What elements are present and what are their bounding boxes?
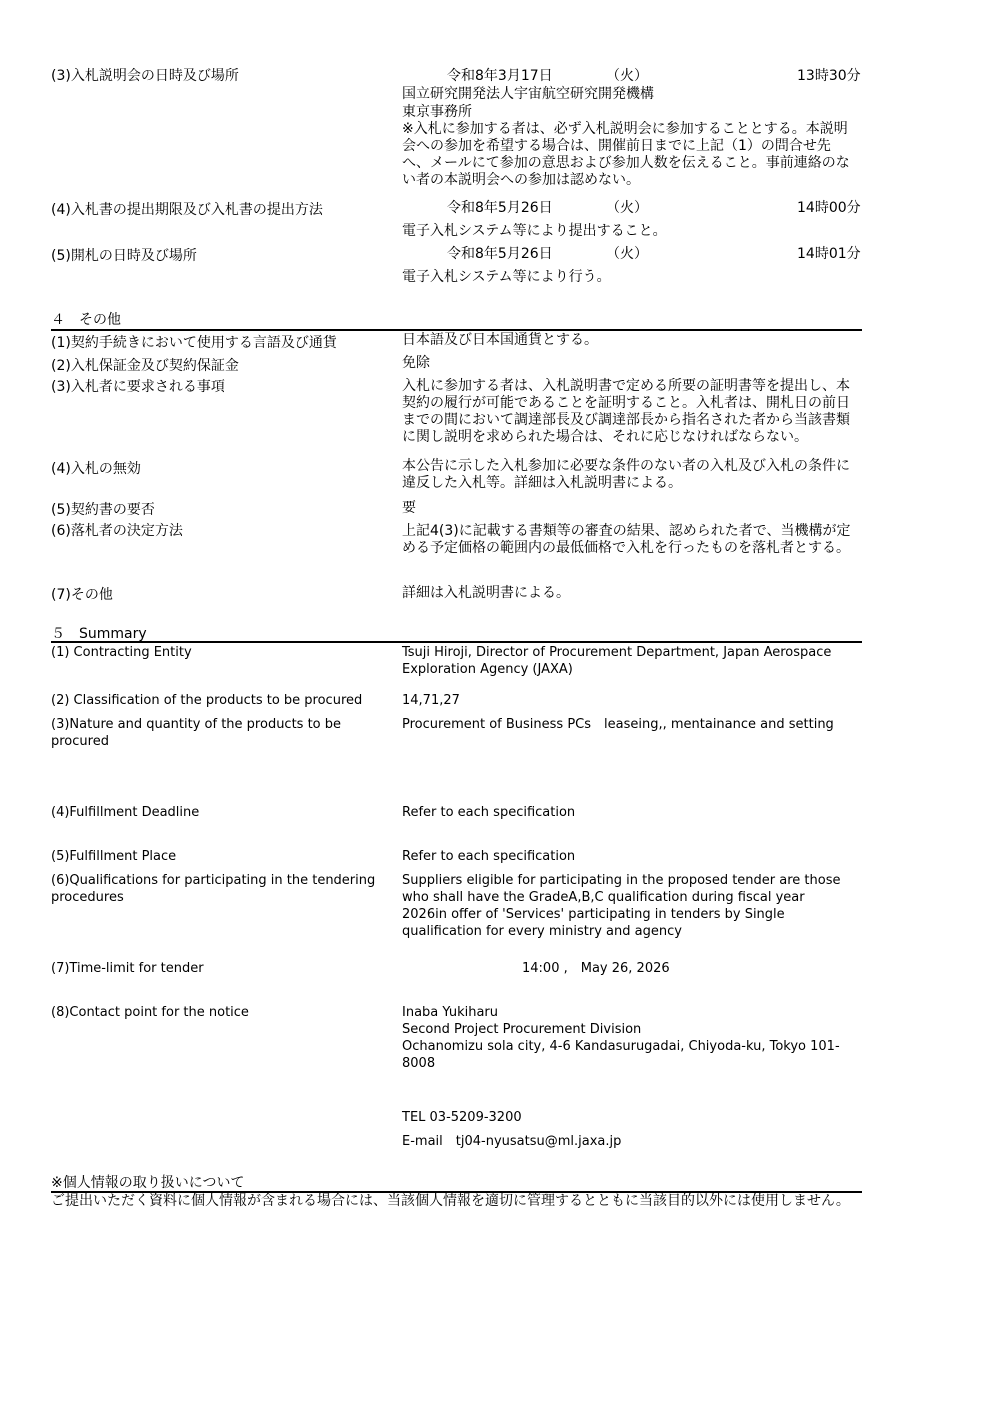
s4-item7-value: 詳細は入札説明書による。	[402, 585, 570, 601]
section4-heading: ４ その他	[51, 312, 121, 328]
s4-item5-value: 要	[402, 500, 416, 516]
s5-item3-label: (3)Nature and quantity of the products to be procured	[51, 717, 342, 749]
s4-item3-label: (3)入札者に要求される事項	[51, 379, 225, 395]
item4-label: (4)入札書の提出期限及び入札書の提出方法	[51, 202, 323, 218]
s5-item8-value: Inaba Yukiharu Second Project Procurement Division Ochanomizu sola city, 4-6 Kandasurugadai, Chiyoda-ku, Tokyo 101-8008	[402, 1005, 840, 1071]
item5-method: 電子入札システム等により行う。	[402, 269, 611, 285]
s4-item3-value: 入札に参加する者は、入札説明書で定める所要の証明書等を提出し、本契約の履行が可能であることを証明すること。入札者は、開札日の前日までの間において調達部長及び調達部長から指名された者から当該書類に関し説明を求められた場合は、それに応じなければならない。	[402, 378, 850, 445]
s4-item7-label: (7)その他	[51, 587, 113, 603]
s5-item6-label: (6)Qualifications for participating in the tendering procedures	[51, 873, 376, 905]
contact-email: E-mail tj04-nyusatsu@ml.jaxa.jp	[402, 1134, 622, 1149]
section5-heading: ５ Summary	[51, 626, 147, 642]
item3-weekday: （火）	[606, 68, 648, 84]
s4-item2-label: (2)入札保証金及び契約保証金	[51, 358, 239, 374]
item3-time: 13時30分	[797, 68, 861, 84]
s5-item5-value: Refer to each specification	[402, 849, 576, 864]
item4-time: 14時00分	[797, 200, 861, 216]
s4-item6-value: 上記4(3)に記載する書類等の審査の結果、認められた者で、当機構が定める予定価格の範囲内の最低価格で入札を行ったものを落札者とする。	[402, 523, 851, 556]
privacy-text: ご提出いただく資料に個人情報が含まれる場合には、当該個人情報を適切に管理するとともに当該目的以外には使用しません。	[51, 1193, 850, 1209]
s5-item2-label: (2) Classification of the products to be procured	[51, 693, 363, 708]
item3-date: 令和8年3月17日	[447, 68, 553, 84]
item5-label: (5)開札の日時及び場所	[51, 248, 197, 264]
s4-item6-label: (6)落札者の決定方法	[51, 523, 183, 539]
item3-place-office: 東京事務所	[402, 104, 472, 120]
s5-item5-label: (5)Fulfillment Place	[51, 849, 177, 864]
item5-time: 14時01分	[797, 246, 861, 262]
s4-item1-label: (1)契約手続きにおいて使用する言語及び通貨	[51, 335, 337, 351]
s5-item7-value: 14:00 , May 26, 2026	[522, 961, 670, 976]
contact-tel: TEL 03-5209-3200	[402, 1110, 522, 1125]
item4-method: 電子入札システム等により提出すること。	[402, 223, 667, 239]
item4-weekday: （火）	[606, 200, 648, 216]
privacy-heading: ※個人情報の取り扱いについて	[51, 1175, 245, 1191]
s4-item2-value: 免除	[402, 355, 430, 371]
section4-rule	[51, 329, 862, 331]
s5-item1-value: Tsuji Hiroji, Director of Procurement Department, Japan Aerospace Exploration Agency (JAXA)	[402, 645, 832, 677]
s5-item6-value: Suppliers eligible for participating in the proposed tender are those who shall have the GradeA,B,C qualification during fiscal year 2026in offer of 'Services' participating in tenders by Single qualification for every ministry and agency	[402, 873, 841, 939]
s5-item7-label: (7)Time-limit for tender	[51, 961, 204, 976]
s4-item5-label: (5)契約書の要否	[51, 502, 155, 518]
s5-item4-label: (4)Fulfillment Deadline	[51, 805, 200, 820]
s5-item1-label: (1) Contracting Entity	[51, 645, 192, 660]
s5-item8-label: (8)Contact point for the notice	[51, 1005, 249, 1020]
s5-item2-value: 14,71,27	[402, 693, 460, 708]
s4-item1-value: 日本語及び日本国通貨とする。	[402, 332, 598, 348]
s4-item4-label: (4)入札の無効	[51, 461, 141, 477]
item5-weekday: （火）	[606, 246, 648, 262]
item4-date: 令和8年5月26日	[447, 200, 553, 216]
item5-date: 令和8年5月26日	[447, 246, 553, 262]
s4-item4-value: 本公告に示した入札参加に必要な条件のない者の入札及び入札の条件に違反した入札等。詳細は入札説明書による。	[402, 458, 850, 491]
s5-item3-value: Procurement of Business PCs leaseing,, mentainance and setting	[402, 717, 834, 732]
s5-item4-value: Refer to each specification	[402, 805, 576, 820]
section5-rule	[51, 641, 862, 643]
item3-note: ※入札に参加する者は、必ず入札説明会に参加することとする。本説明会への参加を希望する場合は、開催前日までに上記（1）の問合せ先へ、メールにて参加の意思および参加人数を伝えること。事前連絡のない者の本説明会への参加は認めない。	[402, 121, 850, 188]
item3-label: (3)入札説明会の日時及び場所	[51, 68, 239, 84]
item3-place-org: 国立研究開発法人宇宙航空研究開発機構	[402, 86, 654, 102]
